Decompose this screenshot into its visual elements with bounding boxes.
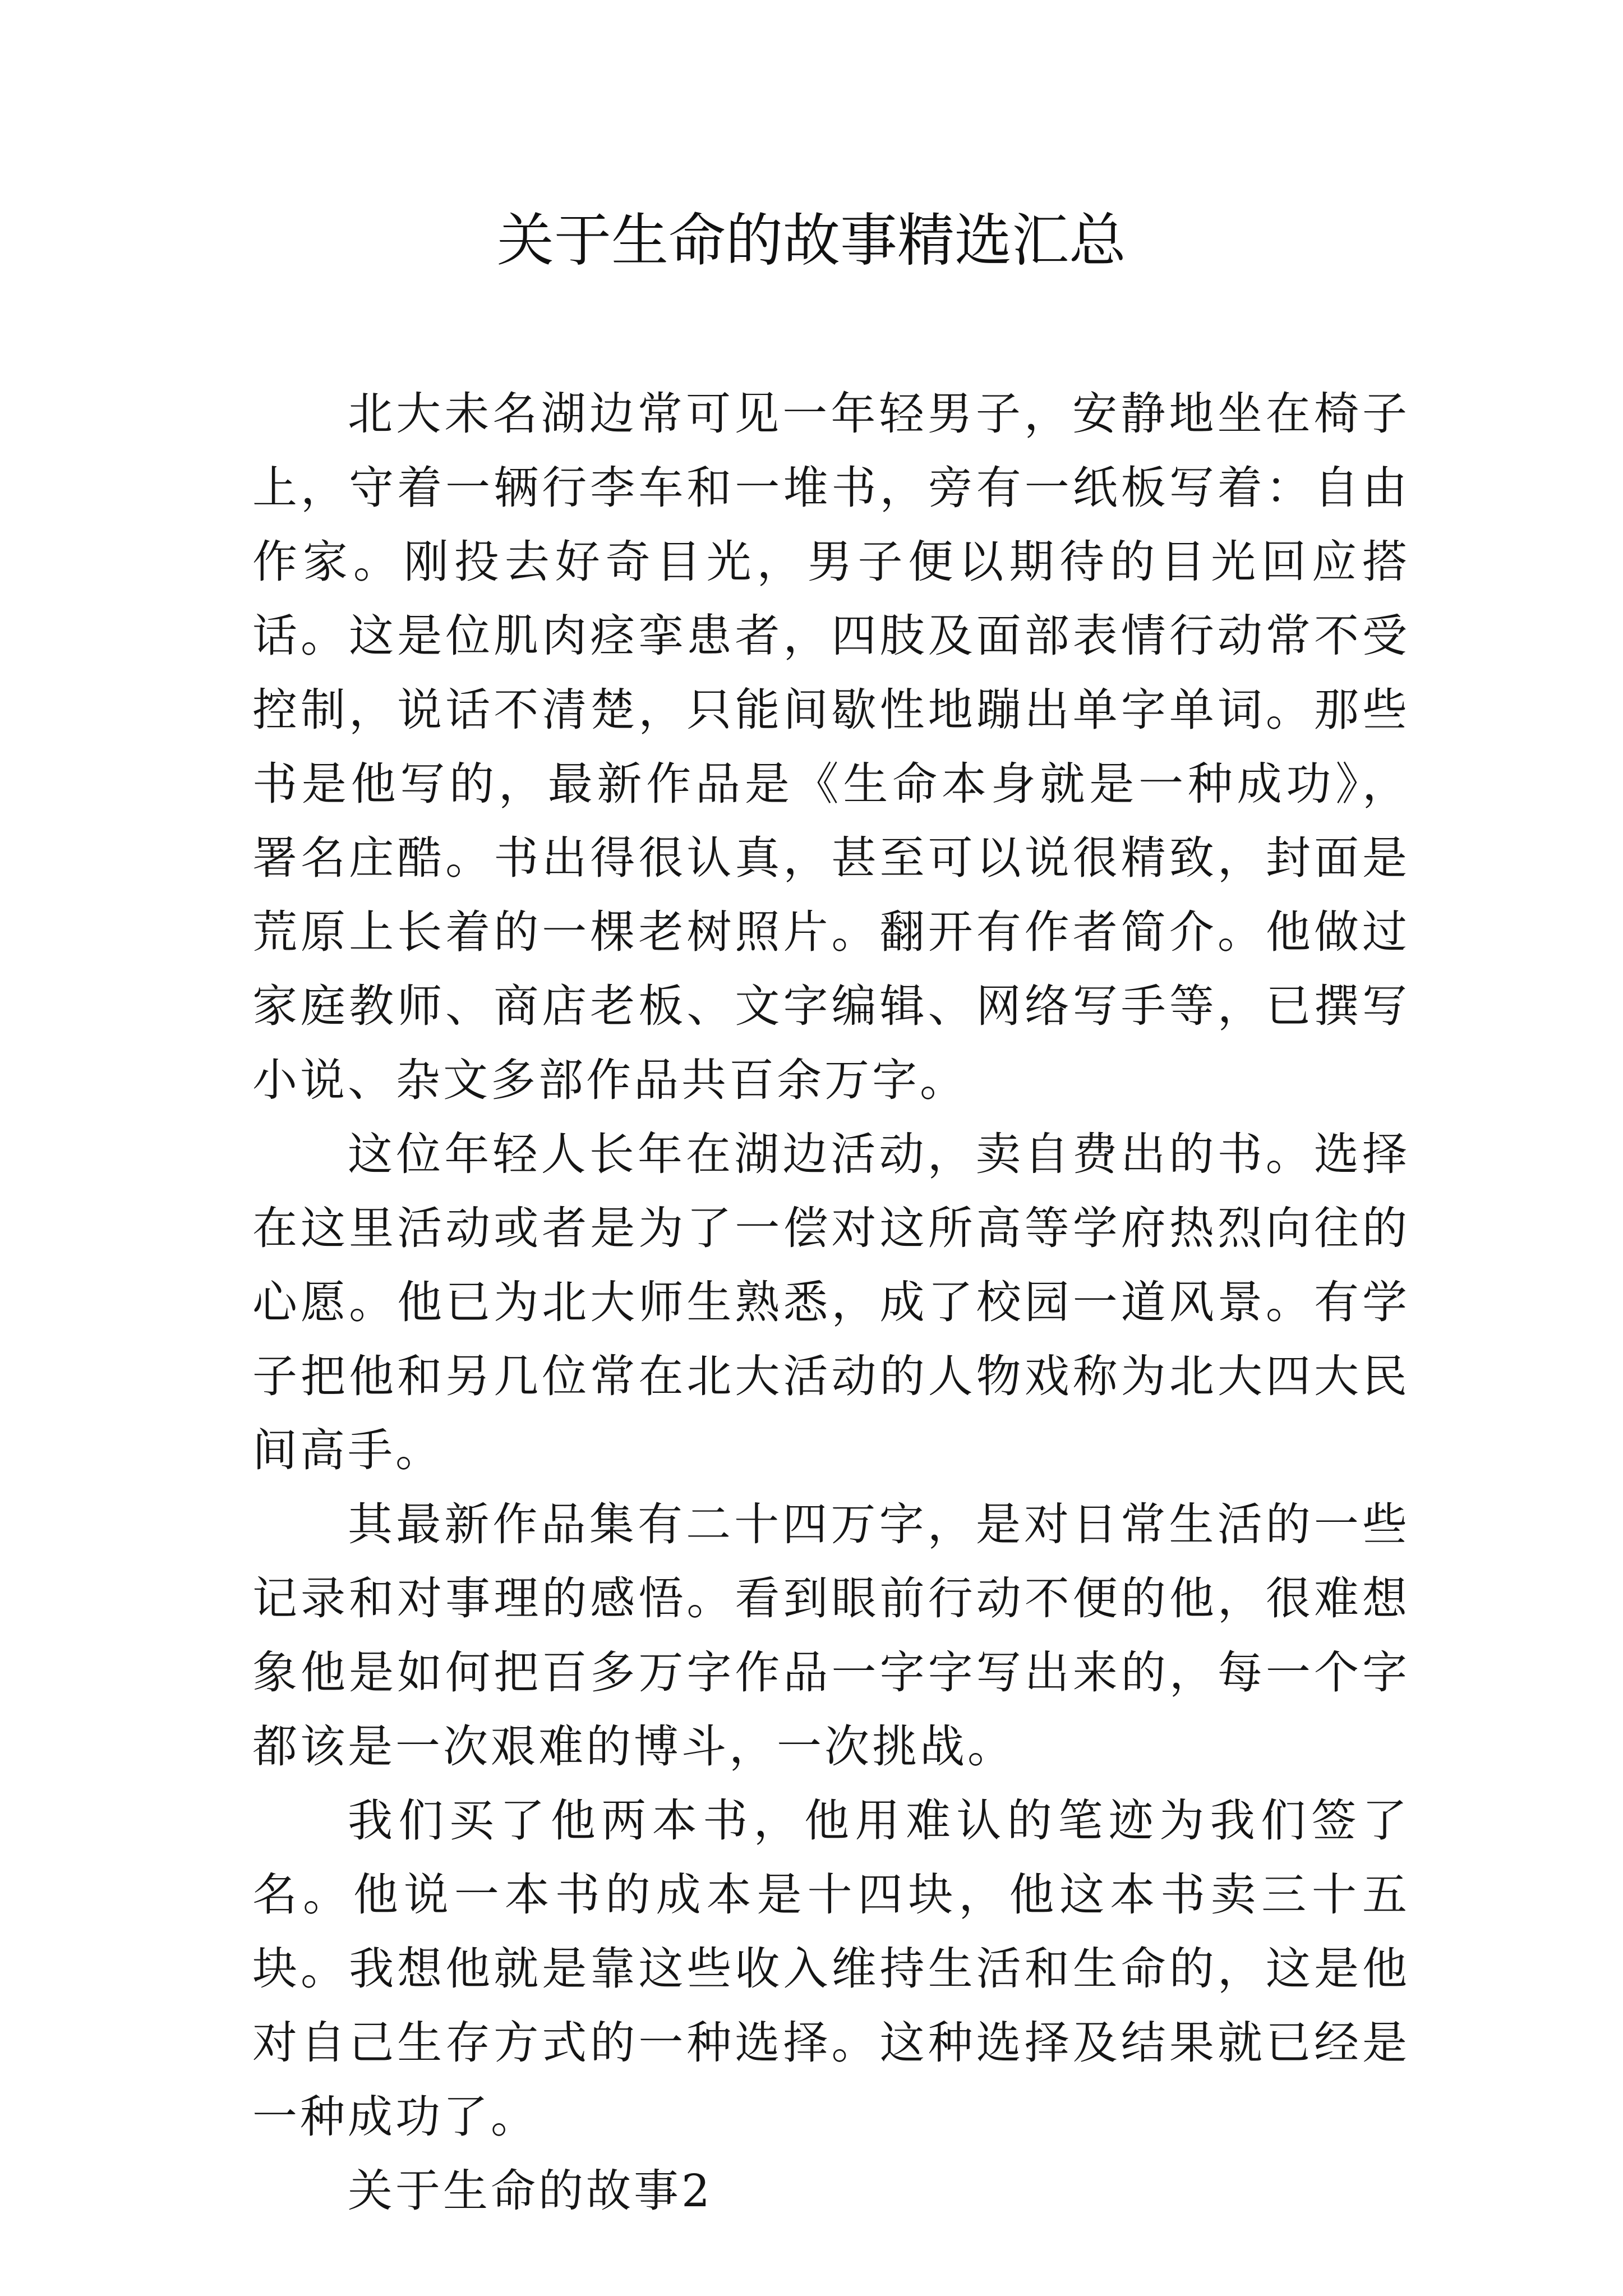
document-body [252,377,1410,2228]
document-title: 关于生命的故事精选汇总 [497,208,1126,274]
paragraph-3: 其最新作品集有二十四万字，是对日常生活的一些记录和对事理的感悟。看到眼前行动不便的他，很难想象他是如何把百多万字作品一字字写出来的，每一个字都该是一次艰难的博斗，一次挑战。 [252,1498,1410,1773]
paragraph-2: 这位年轻人长年在湖边活动，卖自费出的书。选择在这里活动或者是为了一偿对这所高等学府热烈向往的心愿。他已为北大师生熟悉，成了校园一道风景。有学子把他和另几位常在北大活动的人物戏称为北大四大民间高手。 [252,1128,1410,1476]
paragraph-4: 我们买了他两本书，他用难认的笔迹为我们签了名。他说一本书的成本是十四块，他这本书卖三十五块。我想他就是靠这些收入维持生活和生命的，这是他对自己生存方式的一种选择。这种选择及结果就已经是一种成功了。 [252,1795,1410,2143]
paragraph-1: 北大未名湖边常可见一年轻男子，安静地坐在椅子上，守着一辆行李车和一堆书，旁有一纸板写着：自由作家。刚投去好奇目光，男子便以期待的目光回应搭话。这是位肌肉痉挛患者，四肢及面部表情行动常不受控制，说话不清楚，只能间歇性地蹦出单字单词。那些书是他写的，最新作品是《生命本身就是一种成功》，署名庄酷。书出得很认真，甚至可以说很精致，封面是荒原上长着的一棵老树照片。翻开有作者简介。他做过家庭教师、商店老板、文字编辑、网络写手等，已撰写小说、杂文多部作品共百余万字。 [252,388,1410,1106]
section-heading-story-2: 关于生命的故事2 [348,2165,713,2217]
